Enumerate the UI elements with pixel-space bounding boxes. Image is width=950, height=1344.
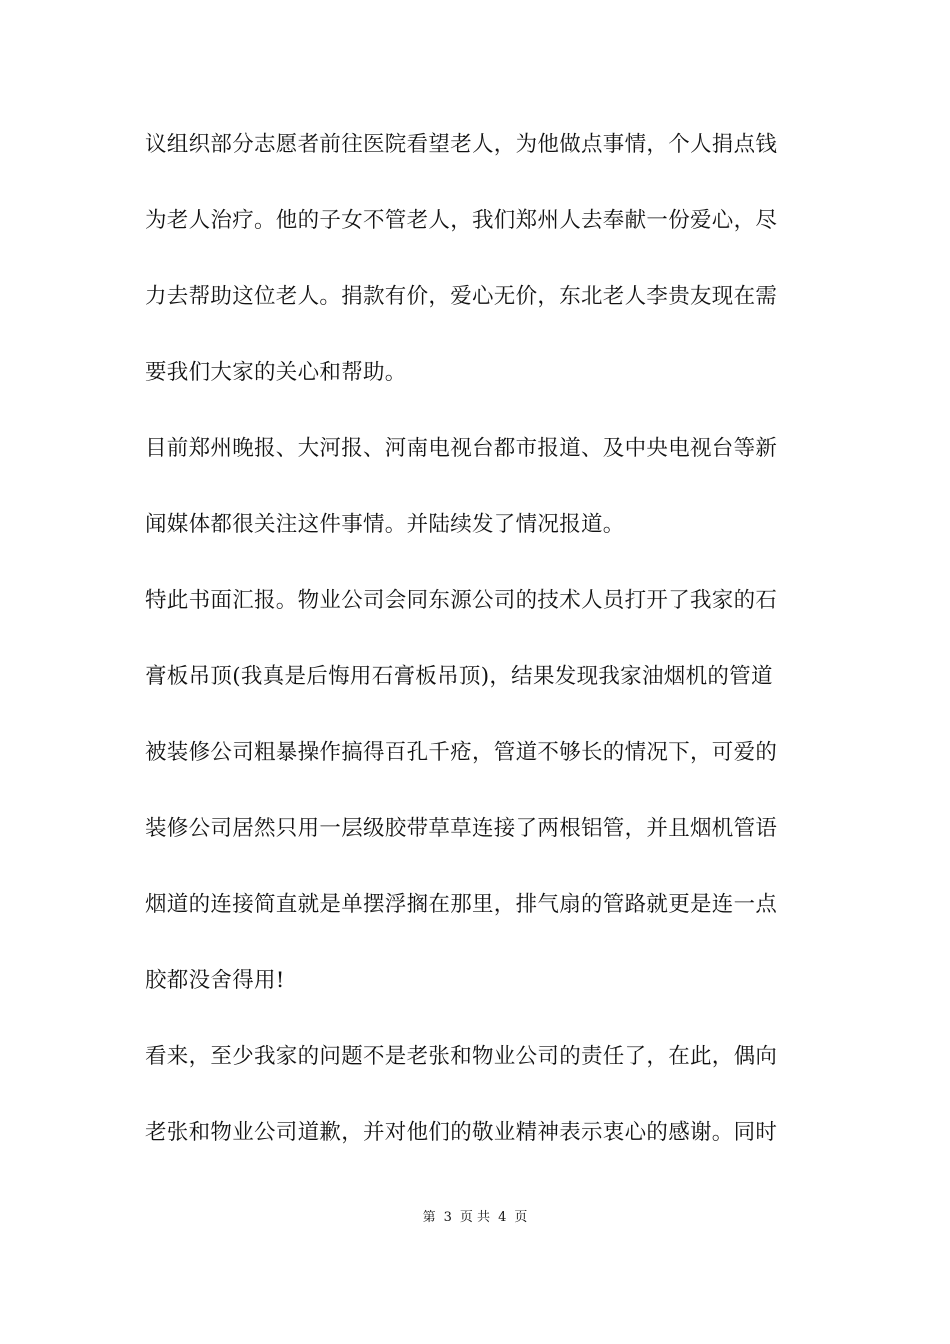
- text-line-5: 目前郑州晚报、大河报、河南电视台都市报道、及中央电视台等新: [145, 436, 778, 461]
- text-line-3: 力去帮助这位老人。捐款有价，爱心无价，东北老人李贵友现在需: [145, 284, 778, 309]
- text-line-14: 老张和物业公司道歉，并对他们的敬业精神表示衷心的感谢。同时: [145, 1120, 778, 1145]
- text-line-4: 要我们大家的关心和帮助。: [145, 360, 407, 385]
- footer-middle: 页 共: [459, 1210, 491, 1225]
- text-line-13: 看来，至少我家的问题不是老张和物业公司的责任了，在此，偶向: [145, 1044, 778, 1069]
- text-line-9: 被装修公司粗暴操作搞得百孔千疮，管道不够长的情况下，可爱的: [145, 740, 778, 765]
- text-line-1: 议组织部分志愿者前往医院看望老人，为他做点事情，个人捐点钱: [145, 132, 778, 157]
- text-line-7: 特此书面汇报。物业公司会同东源公司的技术人员打开了我家的石: [145, 588, 778, 613]
- footer-prefix: 第: [422, 1210, 436, 1225]
- text-line-2: 为老人治疗。他的子女不管老人，我们郑州人去奉献一份爱心，尽: [145, 208, 778, 233]
- footer-current-page: 3: [443, 1210, 452, 1225]
- text-line-10: 装修公司居然只用一层级胶带草草连接了两根铝管，并且烟机管语: [145, 816, 778, 841]
- text-line-12: 胶都没舍得用!: [145, 968, 285, 993]
- text-line-8: 膏板吊顶(我真是后悔用石膏板吊顶)，结果发现我家油烟机的管道: [145, 664, 773, 689]
- footer-total-pages: 4: [498, 1210, 507, 1225]
- text-line-11: 烟道的连接简直就是单摆浮搁在那里，排气扇的管路就更是连一点: [145, 892, 778, 917]
- page-footer: [0, 1206, 950, 1225]
- text-line-6: 闻媒体都很关注这件事情。并陆续发了情况报道。: [145, 512, 625, 537]
- footer-suffix: 页: [514, 1210, 528, 1225]
